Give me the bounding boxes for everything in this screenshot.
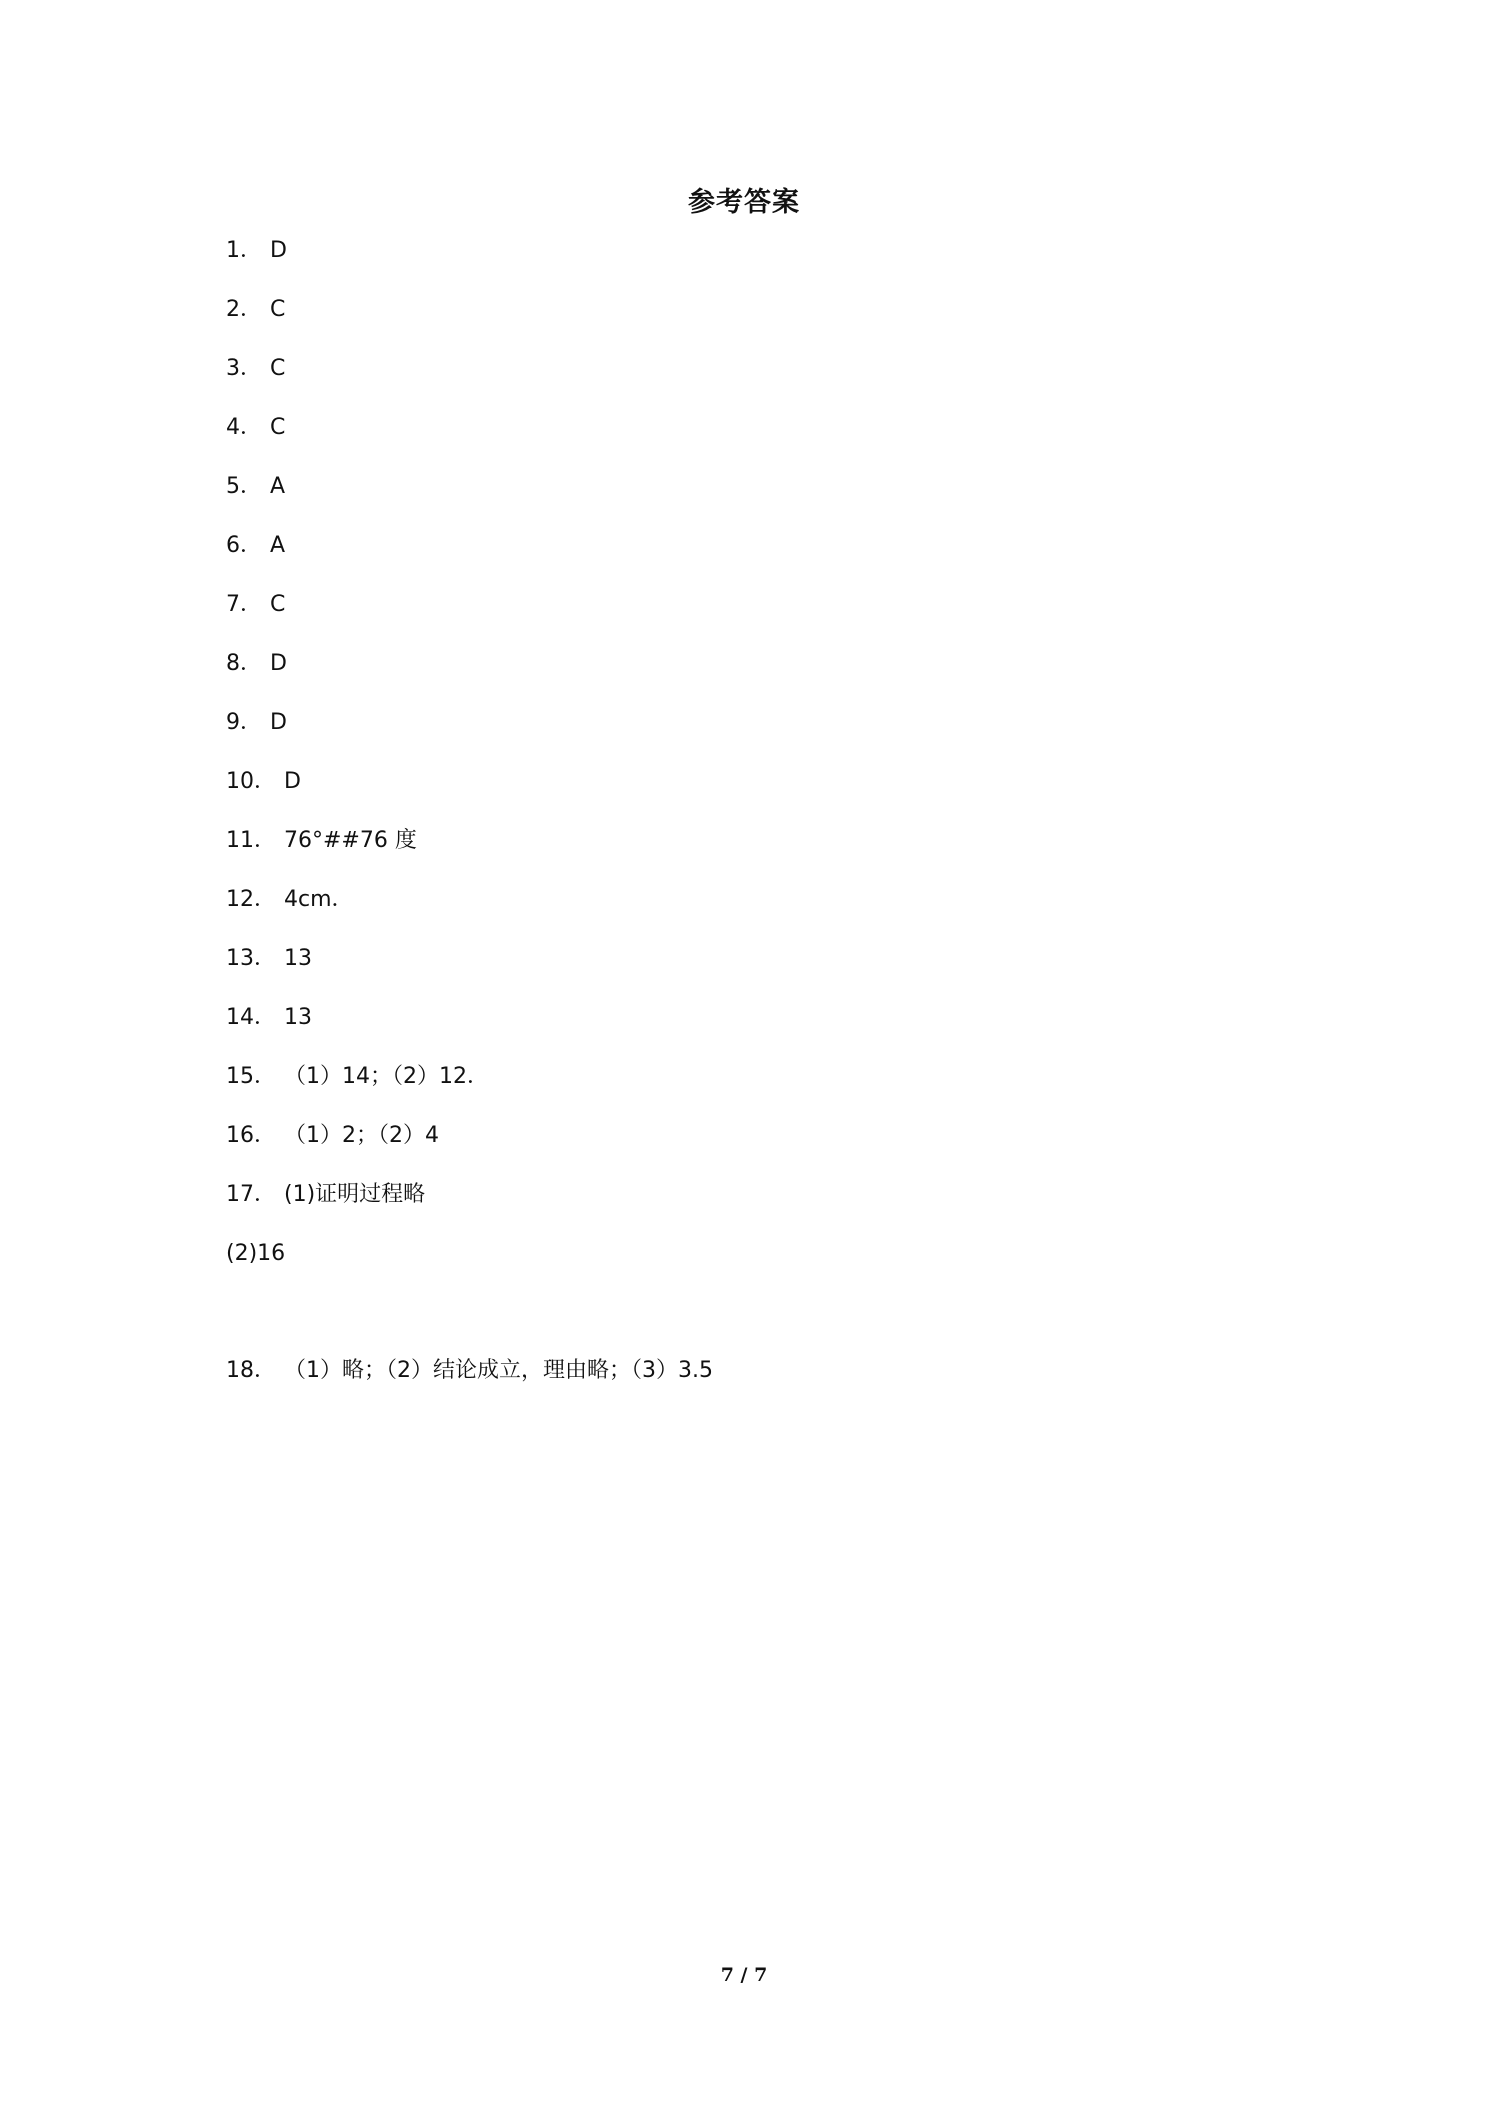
answer-item-7 (226, 590, 1266, 649)
answer-item-4 (226, 413, 1266, 472)
answer-item-1 (226, 236, 1266, 295)
blank-line (226, 1298, 1266, 1356)
answer-number: 17． (226, 1182, 276, 1207)
answer-number: 13． (226, 946, 276, 971)
answer-number: 10． (226, 769, 276, 794)
answer-text: D (270, 651, 287, 676)
answer-number: 8． (226, 651, 262, 676)
answer-text: 4cm． (284, 887, 354, 912)
answer-text: C (270, 415, 286, 440)
answer-text: A (270, 533, 286, 558)
answer-item-6 (226, 531, 1266, 590)
answer-item-14 (226, 1003, 1266, 1062)
answer-text: D (270, 238, 287, 263)
answer-text: A (270, 474, 286, 499)
answer-number: 11． (226, 828, 276, 853)
answer-item-11 (226, 826, 1266, 885)
answer-item-13 (226, 944, 1266, 1003)
answer-text: D (284, 769, 301, 794)
answer-item-3 (226, 354, 1266, 413)
answer-text: 76°##76 度 (284, 828, 417, 853)
answer-text: （1）2；（2）4 (284, 1123, 439, 1148)
answer-text: C (270, 356, 286, 381)
answer-number: 4． (226, 415, 262, 440)
answer-text: C (270, 297, 286, 322)
answer-text: D (270, 710, 287, 735)
answer-item-16 (226, 1121, 1266, 1180)
answer-list (226, 236, 1266, 1415)
answer-item-10 (226, 767, 1266, 826)
answer-number: 7． (226, 592, 262, 617)
page-number: 7 / 7 (720, 1964, 768, 1986)
page-title: 参考答案 (688, 187, 800, 218)
answer-number: 16． (226, 1123, 276, 1148)
answer-number: 5． (226, 474, 262, 499)
answer-number: 3． (226, 356, 262, 381)
answer-text: (1)证明过程略 (284, 1182, 426, 1207)
answer-text: C (270, 592, 286, 617)
answer-number: 15． (226, 1064, 276, 1089)
answer-number: 9． (226, 710, 262, 735)
answer-text: （1）略；（2）结论成立，理由略；（3）3.5 (284, 1358, 713, 1383)
answer-item-2 (226, 295, 1266, 354)
answer-number: 6． (226, 533, 262, 558)
answer-item-15 (226, 1062, 1266, 1121)
answer-number: 1． (226, 238, 262, 263)
answer-text: （1）14；（2）12． (284, 1064, 489, 1089)
answer-number: 14． (226, 1005, 276, 1030)
answer-text: 13 (284, 1005, 312, 1030)
answer-item-5 (226, 472, 1266, 531)
answer-number: 18． (226, 1358, 276, 1383)
answer-text: (2)16 (226, 1241, 286, 1266)
answer-item-18 (226, 1356, 1266, 1415)
answer-number: 12． (226, 887, 276, 912)
answer-item-17 (226, 1180, 1266, 1239)
answer-item-12 (226, 885, 1266, 944)
answer-number: 2． (226, 297, 262, 322)
answer-item-8 (226, 649, 1266, 708)
answer-item-17-part-2 (226, 1239, 1266, 1298)
answer-item-9 (226, 708, 1266, 767)
answer-text: 13 (284, 946, 312, 971)
